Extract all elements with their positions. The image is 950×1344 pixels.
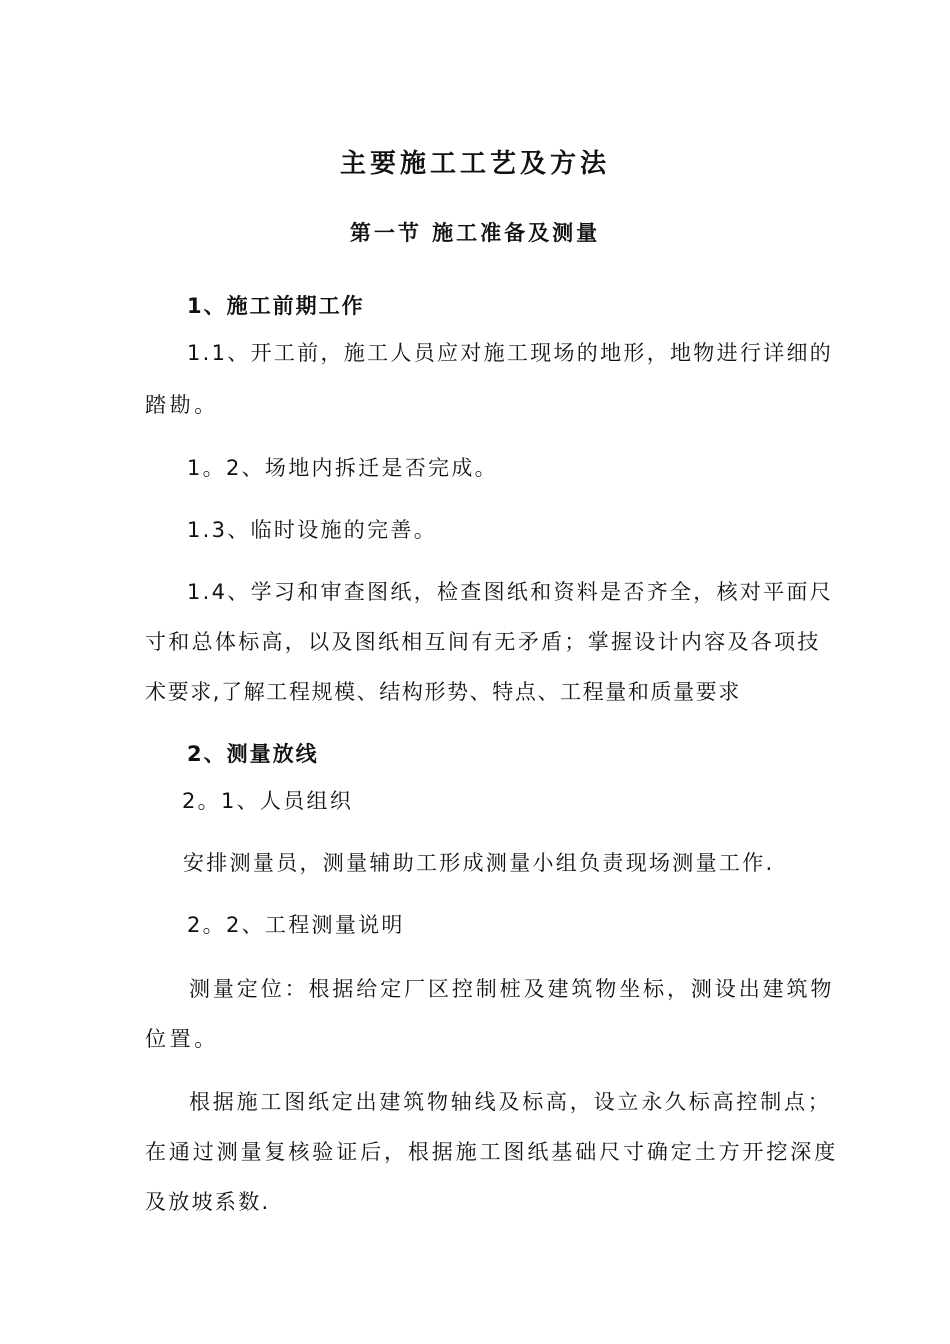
paragraph-2-2b-line-2: 在通过测量复核验证后，根据施工图纸基础尺寸确定土方开挖深度 — [145, 1140, 839, 1164]
paragraph-2-2-line-1: 测量定位：根据给定厂区控制桩及建筑物坐标，测设出建筑物 — [189, 977, 835, 1001]
paragraph-1-1-line-1: 1.1、开工前，施工人员应对施工现场的地形，地物进行详细的 — [187, 341, 834, 365]
heading-1: 1、施工前期工作 — [187, 294, 365, 318]
heading-2: 2、测量放线 — [187, 742, 319, 766]
paragraph-2-2-line-2: 位置。 — [145, 1027, 219, 1051]
paragraph-1-3: 1.3、临时设施的完善。 — [187, 518, 437, 542]
paragraph-1-4-line-3: 术要求,了解工程规模、结构形势、特点、工程量和质量要求 — [145, 680, 741, 704]
subheading-2-1: 2。1、人员组织 — [182, 789, 354, 813]
paragraph-1-4-line-1: 1.4、学习和审查图纸，检查图纸和资料是否齐全，核对平面尺 — [187, 580, 834, 604]
document-title: 主要施工工艺及方法 — [339, 149, 610, 179]
paragraph-2-2b-line-1: 根据施工图纸定出建筑物轴线及标高，设立永久标高控制点； — [189, 1090, 832, 1114]
paragraph-1-4-line-2: 寸和总体标高，以及图纸相互间有无矛盾；掌握设计内容及各项技 — [145, 630, 821, 654]
section-title: 第一节 施工准备及测量 — [349, 221, 601, 245]
subheading-2-2: 2。2、工程测量说明 — [187, 913, 405, 937]
paragraph-1-1-line-2: 踏勘。 — [145, 393, 219, 417]
paragraph-2-2b-line-3: 及放坡系数. — [145, 1190, 271, 1214]
paragraph-2-1: 安排测量员，测量辅助工形成测量小组负责现场测量工作. — [183, 851, 775, 875]
paragraph-1-2: 1。2、场地内拆迁是否完成。 — [187, 456, 498, 480]
